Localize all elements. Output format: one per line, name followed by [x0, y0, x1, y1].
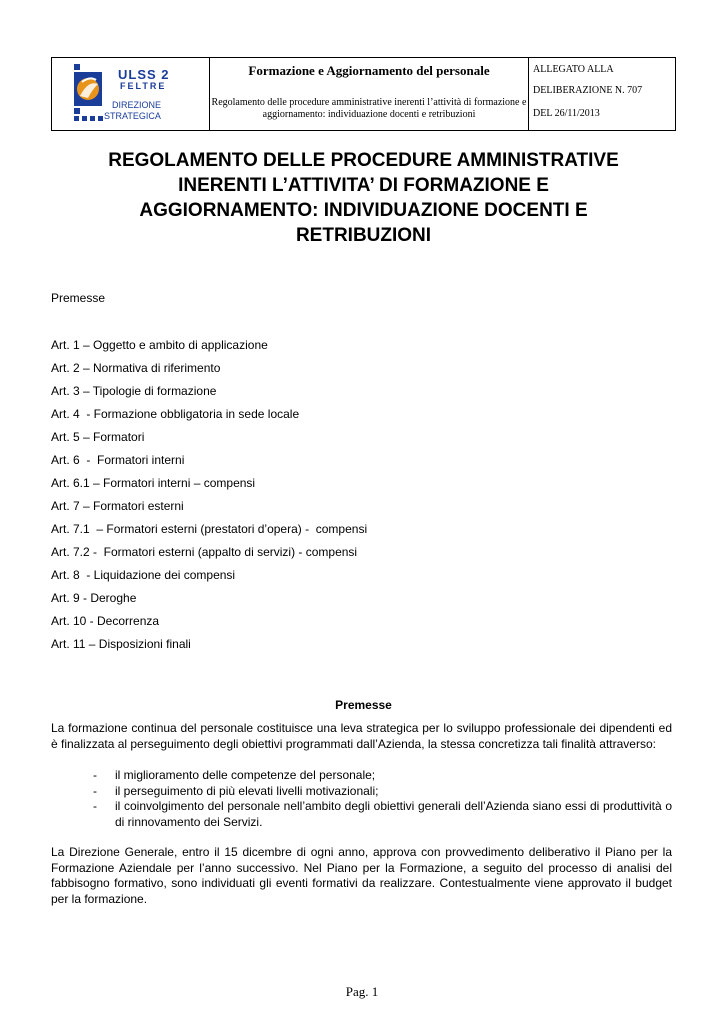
toc-item: Art. 11 – Disposizioni finali	[51, 637, 191, 651]
paragraph-direzione: La Direzione Generale, entro il 15 dicembre di ogni anno, approva con provvedimento deliberativo il Piano per la Formazione Aziendale per l’anno successivo. Nel Piano per la Formazione, a seguito del processo di analisi del fabbisogno formativo, sono individuati gli eventi formativi da realizzare. Contestualmente viene approvato il budget per la formazione.	[51, 845, 672, 906]
bullet-text: il miglioramento delle competenze del personale;	[115, 768, 376, 782]
header-table	[51, 57, 676, 131]
logo-text-strategica: STRATEGICA	[104, 111, 161, 121]
logo-text-feltre: FELTRE	[120, 81, 167, 91]
bullet-text: il perseguimento di più elevati livelli motivazionali;	[115, 783, 379, 798]
toc-item: Art. 9 - Deroghe	[51, 591, 137, 605]
deliberazione-number: DELIBERAZIONE N. 707	[533, 85, 643, 96]
dash-bullet: -	[93, 799, 97, 813]
deliberazione-date: DEL 26/11/2013	[533, 108, 600, 119]
toc-item: Art. 8 - Liquidazione dei compensi	[51, 568, 236, 582]
bullet-list	[51, 768, 672, 830]
dash-bullet: -	[93, 768, 97, 782]
toc-item: Art. 5 – Formatori	[51, 430, 145, 444]
toc-item: Art. 7 – Formatori esterni	[51, 499, 184, 513]
section-heading-premesse: Premesse	[335, 698, 392, 712]
toc-item: Art. 7.2 - Formatori esterni (appalto di servizi) - compensi	[51, 545, 358, 559]
paragraph-intro: La formazione continua del personale costituisce una leva strategica per lo sviluppo professionale dei dipendenti ed è finalizzata al perseguimento degli obiettivi programmati dall’Azienda, la stessa concretizza tali finalità attraverso:	[51, 721, 672, 751]
logo-text-ulss: ULSS 2	[118, 67, 170, 82]
bullet-item	[51, 784, 672, 800]
allegato-line: ALLEGATO ALLA	[533, 64, 614, 75]
toc-item: Art. 10 - Decorrenza	[51, 614, 160, 628]
bullet-item	[51, 768, 672, 784]
toc-premesse: Premesse	[51, 291, 106, 305]
header-title-cell	[210, 58, 529, 131]
header-title: Formazione e Aggiornamento del personale	[248, 63, 490, 78]
table-of-contents	[51, 337, 367, 659]
bullet-item	[51, 799, 672, 830]
toc-item: Art. 3 – Tipologie di formazione	[51, 384, 217, 398]
logo-text-direzione: DIREZIONE	[112, 100, 162, 110]
toc-item: Art. 1 – Oggetto e ambito di applicazione	[51, 338, 268, 352]
toc-item: Art. 7.1 – Formatori esterni (prestatori d’opera) - compensi	[51, 522, 368, 536]
document-title: REGOLAMENTO DELLE PROCEDURE AMMINISTRATIVE INERENTI L’ATTIVITA’ DI FORMAZIONE E AGGIORNAMENTO: INDIVIDUAZIONE DOCENTI E RETRIBUZIONI	[108, 150, 619, 246]
toc-item: Art. 6.1 – Formatori interni – compensi	[51, 476, 256, 490]
toc-item: Art. 4 - Formazione obbligatoria in sede locale	[51, 407, 300, 421]
ulss-logo	[52, 58, 209, 130]
bullet-text: il coinvolgimento del personale nell’ambito degli obiettivi generali dell’Azienda siano essi di produttività o di rinnovamento dei Servizi.	[115, 799, 672, 829]
allegato-cell	[529, 58, 676, 131]
logo-cell	[52, 58, 210, 131]
dash-bullet: -	[93, 783, 97, 798]
page-number: Pag. 1	[345, 984, 379, 999]
toc-item: Art. 2 – Normativa di riferimento	[51, 361, 221, 375]
toc-item: Art. 6 - Formatori interni	[51, 453, 185, 467]
header-subtitle: Regolamento delle procedure amministrative inerenti l’attività di formazione e aggiornamento: individuazione docenti e retribuzioni	[211, 97, 527, 120]
